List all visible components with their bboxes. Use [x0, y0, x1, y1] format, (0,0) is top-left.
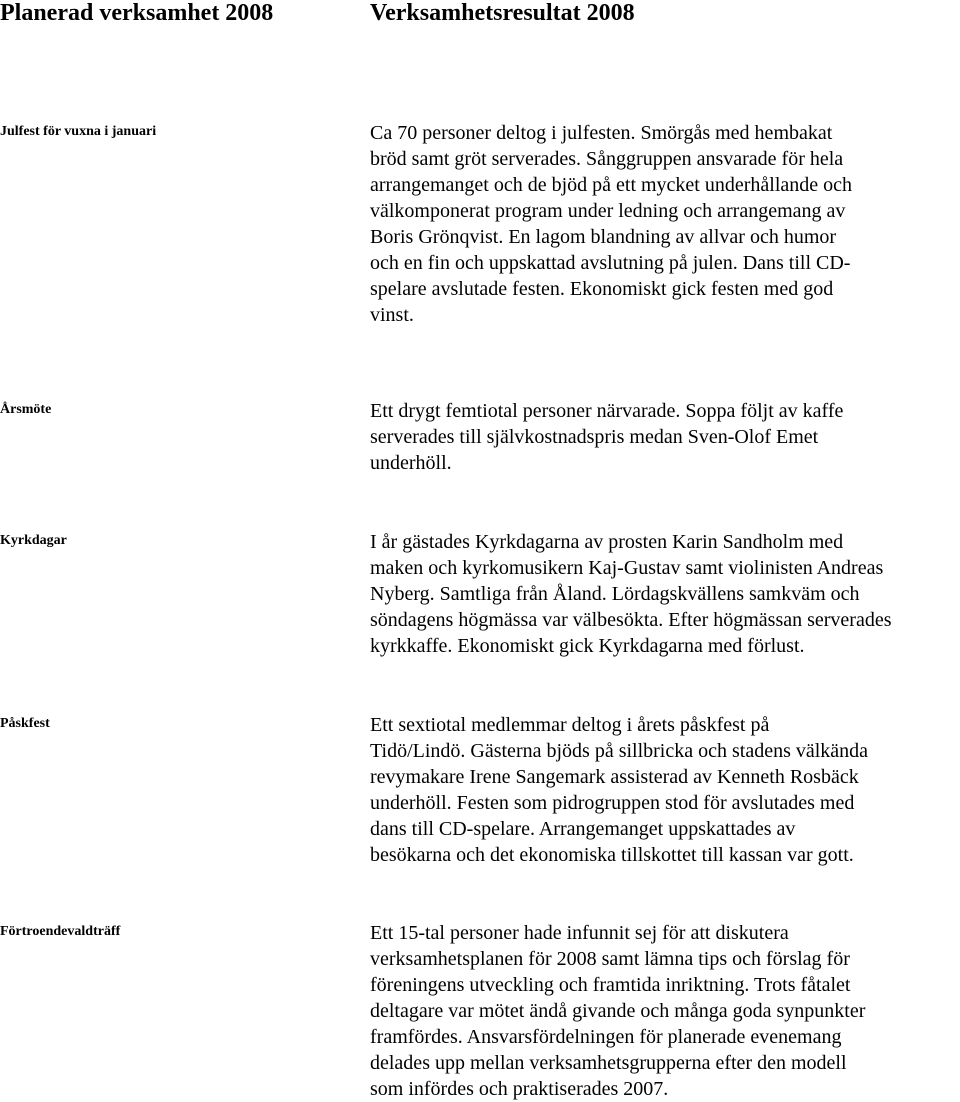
page-header — [0, 0, 960, 40]
result-line: dans till CD-spelare. Arrangemanget uppskattades av — [370, 818, 796, 840]
activity-results-heading: Verksamhetsresultat 2008 — [370, 0, 635, 26]
result-line: spelare avslutade festen. Ekonomiskt gick festen med god — [370, 278, 834, 300]
result-line: kyrkkaffe. Ekonomiskt gick Kyrkdagarna med förlust. — [370, 635, 805, 657]
result-line: besökarna och det ekonomiska tillskottet till kassan var gott. — [370, 844, 854, 866]
activity-label: Årsmöte — [0, 402, 52, 417]
result-line: föreningens utveckling och framtida inriktning. Trots fåtalet — [370, 974, 851, 996]
result-text — [370, 529, 960, 659]
activity-label: Kyrkdagar — [0, 533, 67, 548]
result-line: bröd samt gröt serverades. Sånggruppen ansvarade för hela — [370, 148, 844, 170]
result-line: underhöll. — [370, 452, 452, 474]
result-line: revymakare Irene Sangemark assisterad av Kenneth Rosbäck — [370, 766, 859, 788]
result-line: underhöll. Festen som pidrogruppen stod för avslutades med — [370, 792, 855, 814]
result-line: maken och kyrkomusikern Kaj-Gustav samt violinisten Andreas — [370, 557, 884, 579]
result-line: Ett drygt femtiotal personer närvarade. Soppa följt av kaffe — [370, 400, 844, 422]
activity-label: Påskfest — [0, 716, 50, 731]
result-line: och en fin och uppskattad avslutning på julen. Dans till CD- — [370, 252, 851, 274]
result-line: välkomponerat program under ledning och arrangemang av — [370, 200, 846, 222]
result-line: framfördes. Ansvarsfördelningen för planerade evenemang — [370, 1026, 842, 1048]
result-line: Nyberg. Samtliga från Åland. Lördagskvällens samkväm och — [370, 583, 860, 605]
result-line: delades upp mellan verksamhetsgrupperna efter den modell — [370, 1052, 847, 1074]
result-text — [370, 120, 960, 328]
result-text — [370, 920, 960, 1102]
result-line: I år gästades Kyrkdagarna av prosten Karin Sandholm med — [370, 531, 844, 553]
result-line: Ett 15-tal personer hade infunnit sej för att diskutera — [370, 922, 789, 944]
result-line: Ca 70 personer deltog i julfesten. Smörgås med hembakat — [370, 122, 833, 144]
result-line: vinst. — [370, 304, 414, 326]
result-line: Ett sextiotal medlemmar deltog i årets påskfest på — [370, 714, 770, 736]
activity-label: Julfest för vuxna i januari — [0, 124, 157, 139]
result-line: Tidö/Lindö. Gästerna bjöds på sillbricka och stadens välkända — [370, 740, 869, 762]
result-text — [370, 712, 960, 868]
result-line: arrangemanget och de bjöd på ett mycket underhållande och — [370, 174, 853, 196]
result-line: som infördes och praktiserades 2007. — [370, 1078, 669, 1100]
result-line: deltagare var mötet ändå givande och många goda synpunkter — [370, 1000, 866, 1022]
activity-label: Förtroendevaldträff — [0, 924, 121, 939]
result-line: Boris Grönqvist. En lagom blandning av allvar och humor — [370, 226, 837, 248]
result-line: verksamhetsplanen för 2008 samt lämna tips och förslag för — [370, 948, 850, 970]
result-line: serverades till självkostnadspris medan Sven-Olof Emet — [370, 426, 819, 448]
result-line: söndagens högmässa var välbesökta. Efter högmässan serverades — [370, 609, 892, 631]
planned-activities-heading: Planerad verksamhet 2008 — [0, 0, 274, 26]
result-text — [370, 398, 960, 476]
